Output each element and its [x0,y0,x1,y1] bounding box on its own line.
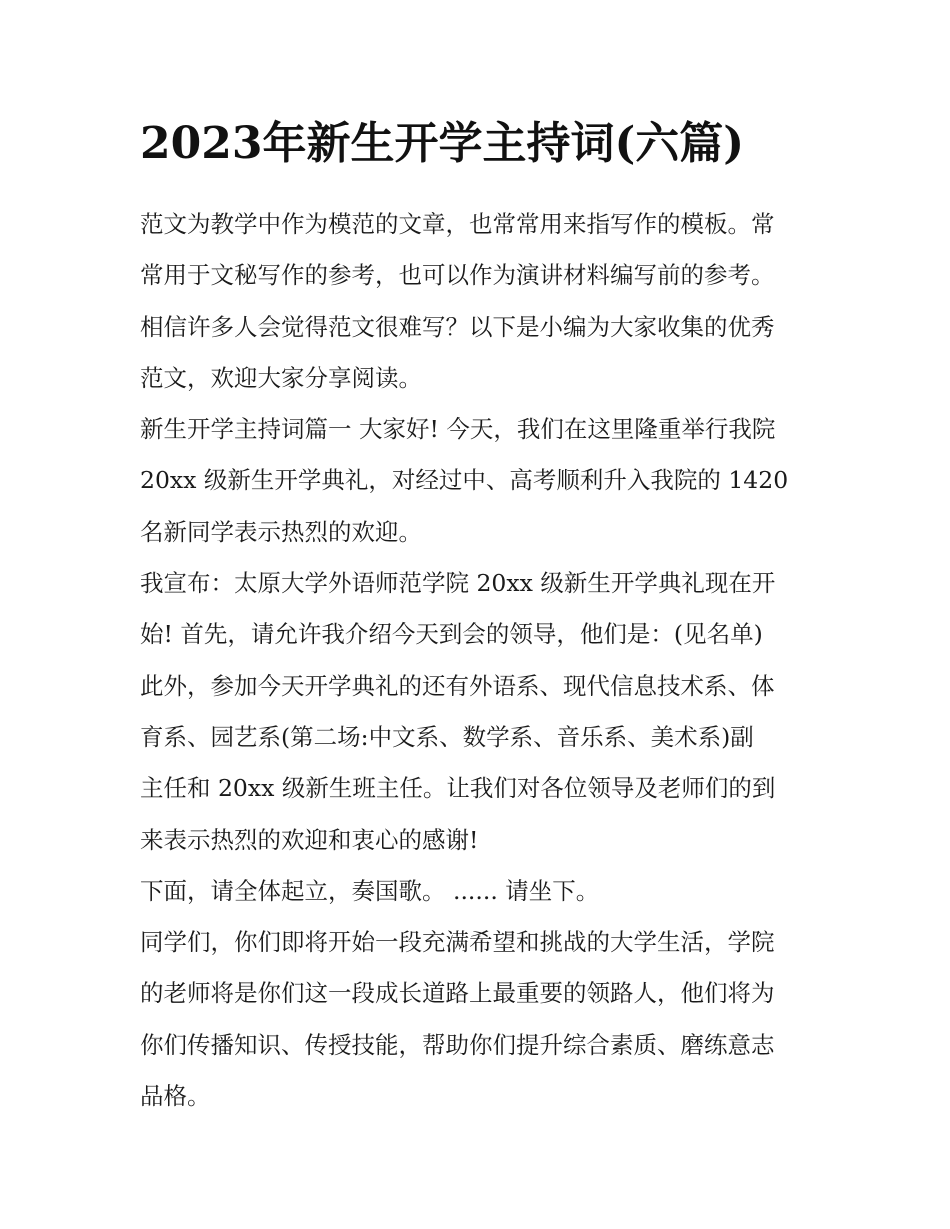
document-body [140,199,812,1122]
text-line: 的老师将是你们这一段成长道路上最重要的领路人，他们将为 [140,979,775,1008]
text-line: 下面，请全体起立，奏国歌。 ...... 请坐下。 [140,876,600,905]
text-line: 育系、园艺系(第二场:中文系、数学系、音乐系、美术系)副 [140,722,754,751]
text-line: 此外，参加今天开学典礼的还有外语系、现代信息技术系、体 [140,671,775,700]
text-line: 主任和 20xx 级新生班主任。让我们对各位领导及老师们的到 [140,774,776,803]
text-line: 常用于文秘写作的参考，也可以作为演讲材料编写前的参考。 [140,261,775,290]
text-line: 我宣布：太原大学外语师范学院 20xx 级新生开学典礼现在开 [140,569,776,598]
text-line: 范文为教学中作为模范的文章，也常常用来指写作的模板。常 [140,210,775,238]
page-title: 2023年新生开学主持词(六篇) [140,118,745,169]
text-line: 相信许多人会觉得范文很难写？以下是小编为大家收集的优秀 [140,312,775,341]
text-line: 来表示热烈的欢迎和衷心的感谢! [140,825,479,854]
text-line: 名新同学表示热烈的欢迎。 [140,517,422,546]
text-line: 20xx 级新生开学典礼，对经过中、高考顺利升入我院的 1420 [140,466,789,495]
text-line: 你们传播知识、传授技能，帮助你们提升综合素质、磨练意志 [140,1030,775,1059]
text-line: 范文，欢迎大家分享阅读。 [140,363,422,392]
text-line: 同学们，你们即将开始一段充满希望和挑战的大学生活，学院 [140,928,775,957]
text-line: 品格。 [140,1082,211,1111]
text-line: 始! 首先，请允许我介绍今天到会的领导，他们是：(见名单) [140,620,763,649]
text-line: 新生开学主持词篇一 大家好! 今天，我们在这里隆重举行我院 [140,415,776,444]
